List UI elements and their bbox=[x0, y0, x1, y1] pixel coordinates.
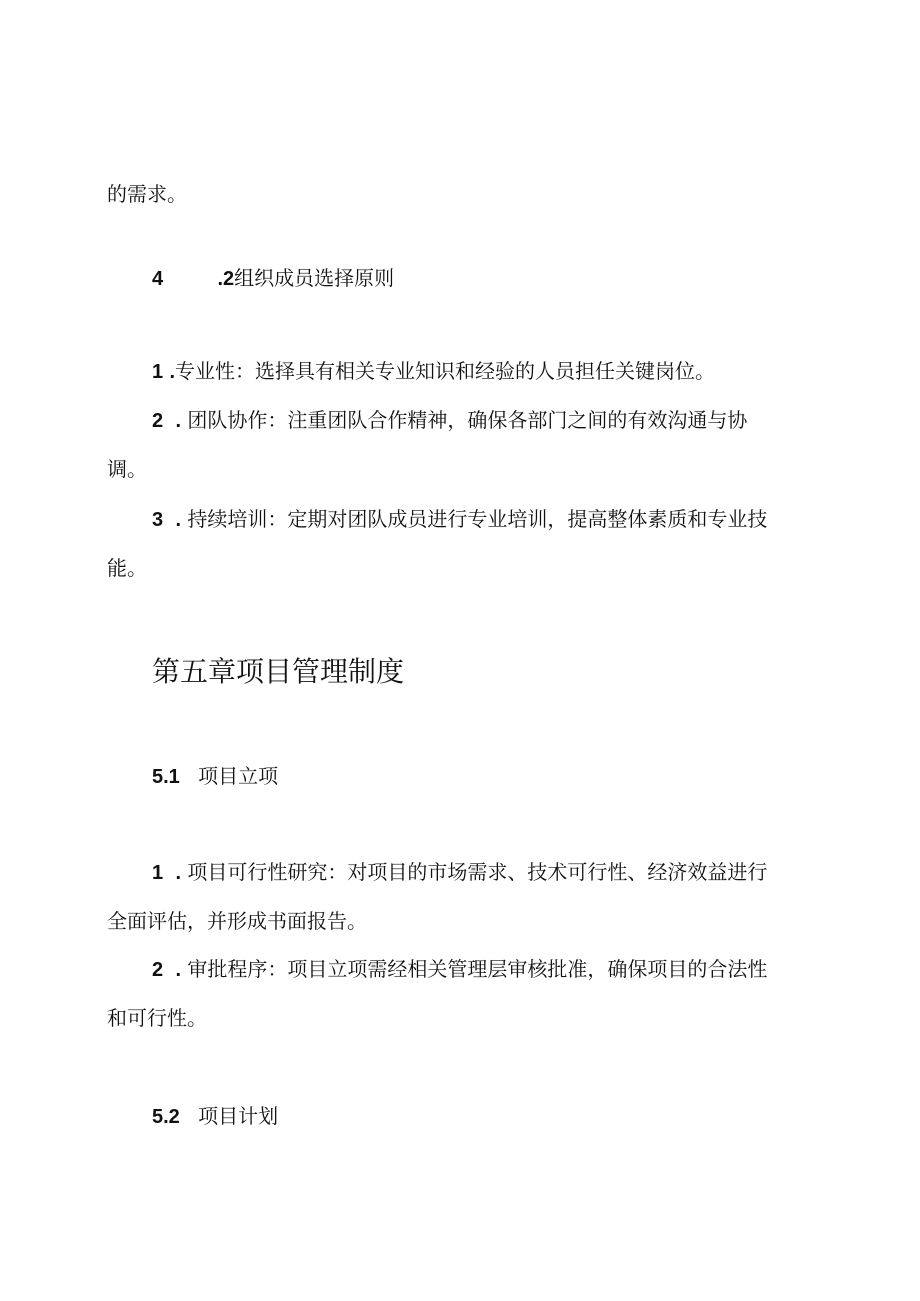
list-text-continuation: 能。 bbox=[107, 556, 147, 580]
text-continuation: 的需求。 bbox=[107, 182, 187, 206]
list-text-continuation: 全面评估，并形成书面报告。 bbox=[107, 909, 367, 933]
list-item bbox=[152, 408, 747, 433]
list-number: 3 bbox=[152, 509, 164, 531]
list-separator: . bbox=[169, 361, 176, 383]
section-title: 组织成员选择原则 bbox=[234, 266, 395, 290]
list-text: 团队协作：注重团队合作精神，确保各部门之间的有效沟通与协 bbox=[187, 408, 748, 432]
list-text: 专业性：选择具有相关专业知识和经验的人员担任关键岗位。 bbox=[175, 359, 716, 383]
list-text: 项目可行性研究：对项目的市场需求、技术可行性、经济效益进行 bbox=[187, 860, 768, 884]
list-item bbox=[152, 957, 767, 982]
section-title: 项目立项 bbox=[198, 764, 279, 788]
section-heading-5-1 bbox=[152, 764, 278, 789]
list-separator: . bbox=[175, 509, 182, 531]
section-heading-4-2 bbox=[152, 266, 394, 291]
list-number: 1 bbox=[152, 361, 164, 383]
section-number: 4 bbox=[152, 268, 164, 290]
section-title: 项目计划 bbox=[198, 1104, 279, 1128]
section-number: 5.1 bbox=[152, 766, 180, 788]
list-text-continuation: 和可行性。 bbox=[107, 1006, 207, 1030]
list-item bbox=[152, 359, 715, 384]
list-item bbox=[152, 507, 767, 532]
list-number: 1 bbox=[152, 862, 164, 884]
list-separator: . bbox=[175, 959, 182, 981]
list-separator: . bbox=[175, 862, 182, 884]
list-number: 2 bbox=[152, 959, 164, 981]
list-number: 2 bbox=[152, 410, 164, 432]
list-separator: . bbox=[175, 410, 182, 432]
chapter-title: 第五章项目管理制度 bbox=[152, 655, 405, 688]
list-item bbox=[152, 860, 767, 885]
list-text: 持续培训：定期对团队成员进行专业培训，提高整体素质和专业技 bbox=[187, 507, 768, 531]
section-number-suffix: .2 bbox=[217, 268, 235, 290]
section-number: 5.2 bbox=[152, 1106, 180, 1128]
section-heading-5-2 bbox=[152, 1104, 278, 1129]
list-text: 审批程序：项目立项需经相关管理层审核批准，确保项目的合法性 bbox=[187, 957, 768, 981]
list-text-continuation: 调。 bbox=[107, 457, 147, 481]
